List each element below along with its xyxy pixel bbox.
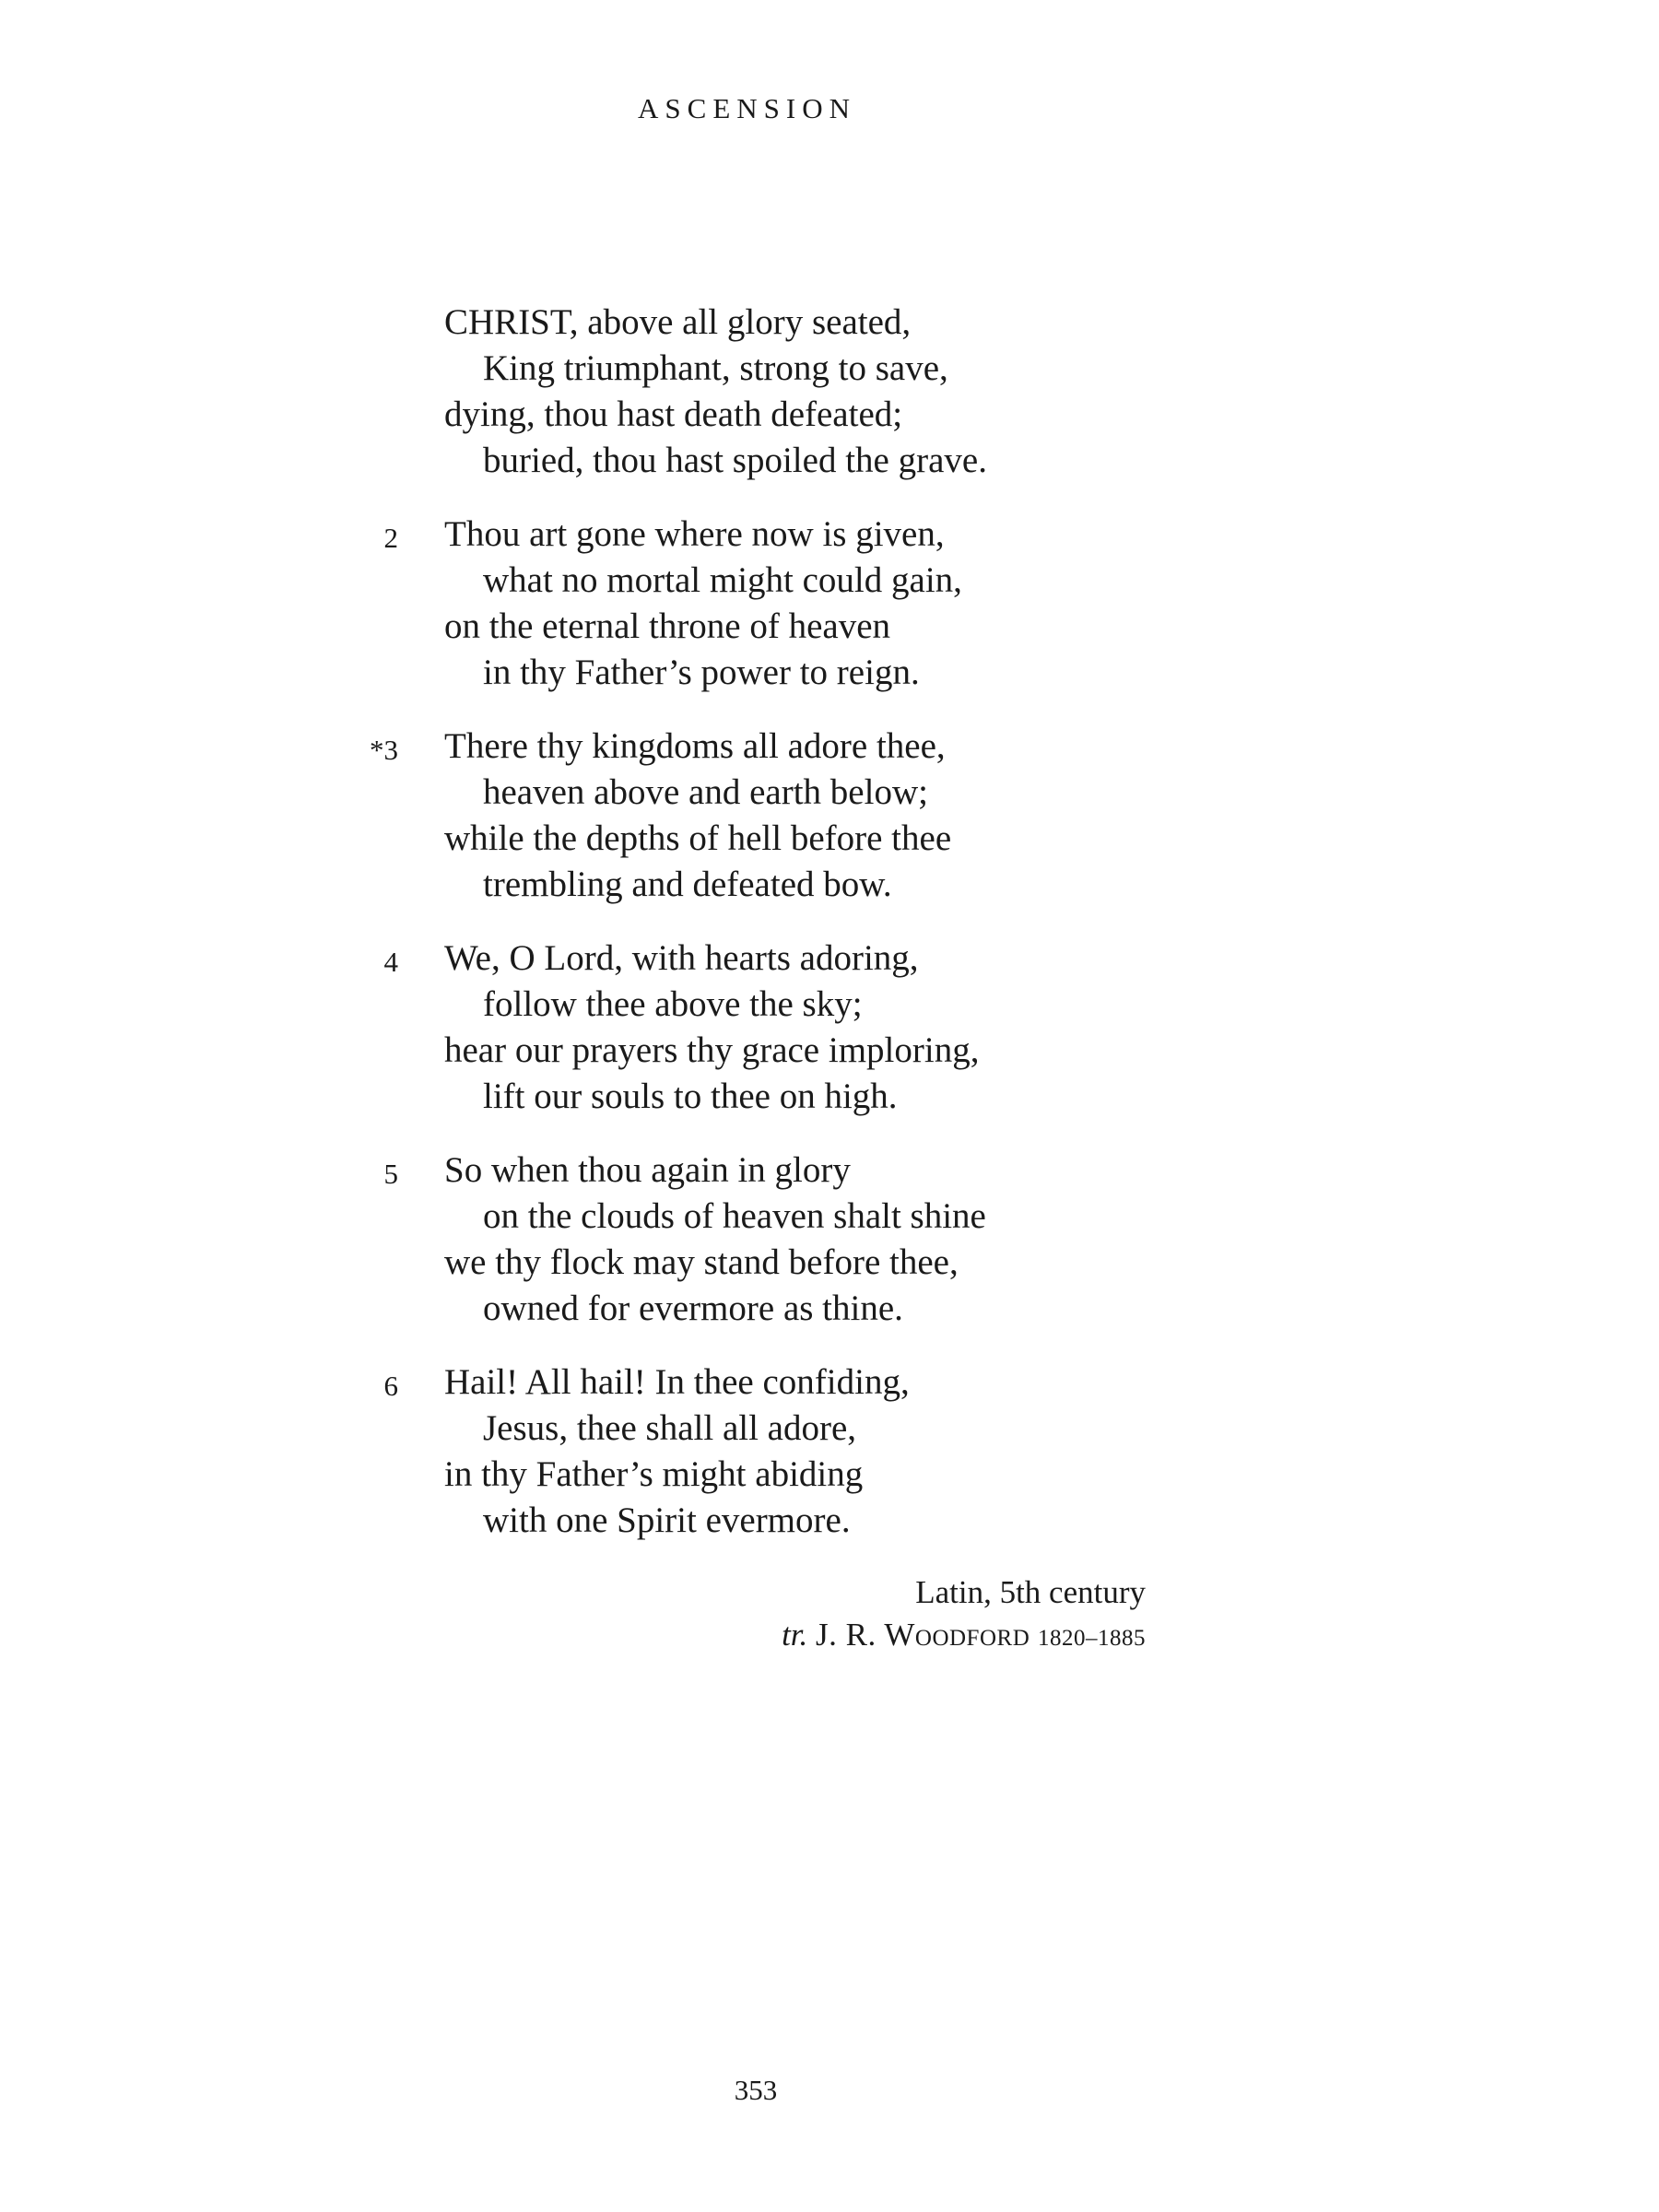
stanza-number: 6 xyxy=(383,1370,398,1402)
running-head: ASCENSION xyxy=(638,92,856,124)
stanza-number: *3 xyxy=(370,734,398,766)
source-line: Latin, 5th century xyxy=(915,1574,1146,1610)
hymn-line: heaven above and earth below; xyxy=(483,772,928,812)
hymn-line: what no mortal might could gain, xyxy=(483,560,962,600)
hymn-line: in thy Father’s power to reign. xyxy=(483,653,920,692)
attribution xyxy=(0,1571,1146,1660)
hymn-line: on the eternal throne of heaven xyxy=(444,606,891,646)
hymn-line: owned for evermore as thine. xyxy=(483,1288,903,1328)
hymn-line: while the depths of hell before thee xyxy=(444,818,952,858)
stanza-number: 2 xyxy=(383,522,398,554)
stanza xyxy=(0,1147,1659,1332)
hymn-text xyxy=(0,300,1659,1571)
stanza-number: 4 xyxy=(383,946,398,978)
hymn-line: hear our prayers thy grace imploring, xyxy=(444,1030,980,1070)
hymn-line: dying, thou hast death defeated; xyxy=(444,394,903,434)
hymn-line: follow thee above the sky; xyxy=(483,984,863,1024)
hymn-line: King triumphant, strong to save, xyxy=(483,348,948,388)
stanza xyxy=(0,724,1659,908)
hymn-line: Thou art gone where now is given, xyxy=(444,514,945,554)
stanza xyxy=(0,300,1659,484)
stanza xyxy=(0,935,1659,1120)
hymn-line: trembling and defeated bow. xyxy=(483,865,892,904)
page-number: 353 xyxy=(734,2074,778,2106)
hymn-line: with one Spirit evermore. xyxy=(483,1500,851,1540)
translator-prefix: tr. xyxy=(782,1617,808,1653)
hymn-line: Hail! All hail! In thee confiding, xyxy=(444,1362,910,1402)
translator-dates: 1820–1885 xyxy=(1038,1626,1146,1651)
stanza xyxy=(0,512,1659,696)
hymn-line: buried, thou hast spoiled the grave. xyxy=(483,441,987,480)
stanza xyxy=(0,1359,1659,1544)
stanza-number xyxy=(313,300,398,303)
hymn-line: There thy kingdoms all adore thee, xyxy=(444,726,946,766)
hymn-line: We, O Lord, with hearts adoring, xyxy=(444,938,919,978)
hymn-line: CHRIST, above all glory seated, xyxy=(444,302,912,342)
translator-line xyxy=(0,1614,1146,1660)
hymn-line: on the clouds of heaven shalt shine xyxy=(483,1196,986,1236)
hymn-line: Jesus, thee shall all adore, xyxy=(483,1408,857,1448)
hymn-line: we thy flock may stand before thee, xyxy=(444,1242,959,1282)
hymn-line: in thy Father’s might abiding xyxy=(444,1454,864,1494)
translator-name: J. R. Woodford xyxy=(816,1617,1030,1653)
hymn-line: So when thou again in glory xyxy=(444,1150,851,1190)
hymn-line: lift our souls to thee on high. xyxy=(483,1077,898,1116)
stanza-number: 5 xyxy=(383,1158,398,1190)
